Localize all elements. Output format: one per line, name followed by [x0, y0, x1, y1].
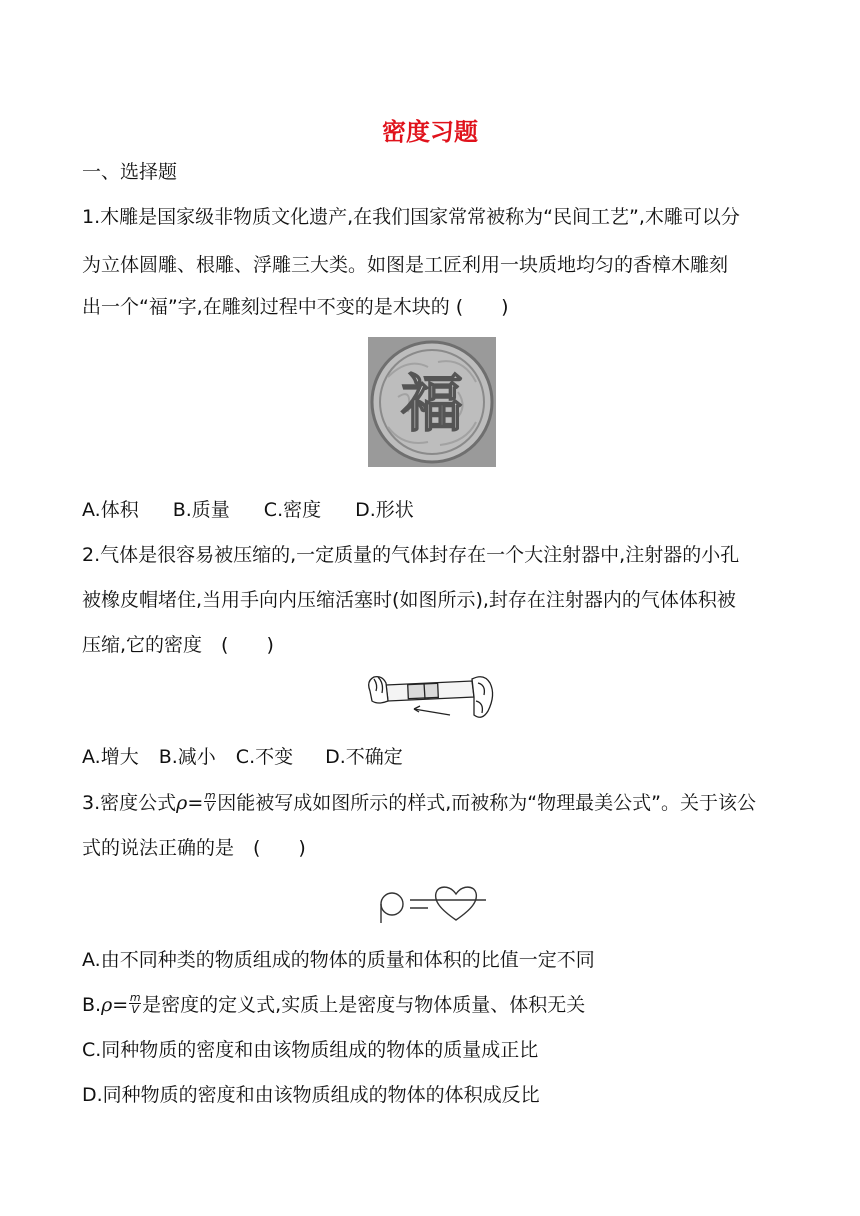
q3-option-c[interactable]: C.同种物质的密度和由该物质组成的物体的质量成正比 [82, 1039, 539, 1061]
fraction-numerator: m [204, 789, 216, 802]
q3-line-1 [82, 789, 756, 817]
q1-option-b[interactable]: B.质量 [172, 499, 230, 521]
q1-line-1: 1.木雕是国家级非物质文化遗产,在我们国家常常被称为“民间工艺”,木雕可以分 [82, 206, 740, 228]
q2-option-a[interactable]: A.增大 [82, 746, 139, 768]
equals-sign: = [112, 994, 129, 1016]
q1-line-3: 出一个“福”字,在雕刻过程中不变的是木块的 ( ) [82, 296, 509, 318]
rho-equals-heart-figure [378, 877, 490, 925]
syringe-figure [364, 671, 498, 727]
q3-option-d[interactable]: D.同种物质的密度和由该物质组成的物体的体积成反比 [82, 1084, 540, 1106]
q2-line-3: 压缩,它的密度 ( ) [82, 634, 274, 656]
q2-option-b[interactable]: B.减小 [158, 746, 216, 768]
wood-carving-image [368, 337, 496, 467]
page-title: 密度习题 [382, 118, 478, 146]
q2-option-d[interactable]: D.不确定 [325, 746, 403, 768]
q1-option-d[interactable]: D.形状 [355, 499, 414, 521]
syringe-image [364, 671, 498, 727]
rho-symbol: ρ [101, 994, 113, 1016]
carved-character: 福 [400, 367, 464, 440]
fraction-denominator: V [131, 1003, 139, 1016]
q3-line-1-suffix: 因能被写成如图所示的样式,而被称为“物理最美公式”。关于该公 [217, 792, 756, 814]
m-over-v-fraction [129, 992, 141, 1015]
q3-option-b-prefix: B. [82, 994, 102, 1016]
rho-equals-heart-image [378, 877, 490, 925]
q3-option-a[interactable]: A.由不同种类的物质组成的物体的质量和体积的比值一定不同 [82, 949, 595, 971]
fraction-numerator: m [129, 991, 141, 1004]
q2-options [82, 743, 403, 771]
q1-option-c[interactable]: C.密度 [263, 499, 322, 521]
q3-line-2: 式的说法正确的是 ( ) [82, 837, 306, 859]
q3-line-1-prefix: 3.密度公式 [82, 792, 177, 814]
q2-option-c[interactable]: C.不变 [235, 746, 294, 768]
q1-line-2: 为立体圆雕、根雕、浮雕三大类。如图是工匠利用一块质地均匀的香樟木雕刻 [82, 254, 729, 276]
q3-option-b-suffix: 是密度的定义式,实质上是密度与物体质量、体积无关 [142, 994, 586, 1016]
q3-option-b[interactable] [82, 991, 585, 1019]
q2-line-2: 被橡皮帽堵住,当用手向内压缩活塞时(如图所示),封存在注射器内的气体体积被 [82, 589, 736, 611]
section-heading: 一、选择题 [82, 161, 178, 183]
rho-symbol: ρ [176, 792, 188, 814]
fraction-denominator: V [206, 801, 214, 814]
m-over-v-fraction [204, 790, 216, 813]
q1-options [82, 496, 414, 524]
q2-line-1: 2.气体是很容易被压缩的,一定质量的气体封存在一个大注射器中,注射器的小孔 [82, 544, 740, 566]
wood-carving-figure [368, 337, 496, 467]
q1-option-a[interactable]: A.体积 [82, 499, 139, 521]
equals-sign: = [187, 792, 204, 814]
